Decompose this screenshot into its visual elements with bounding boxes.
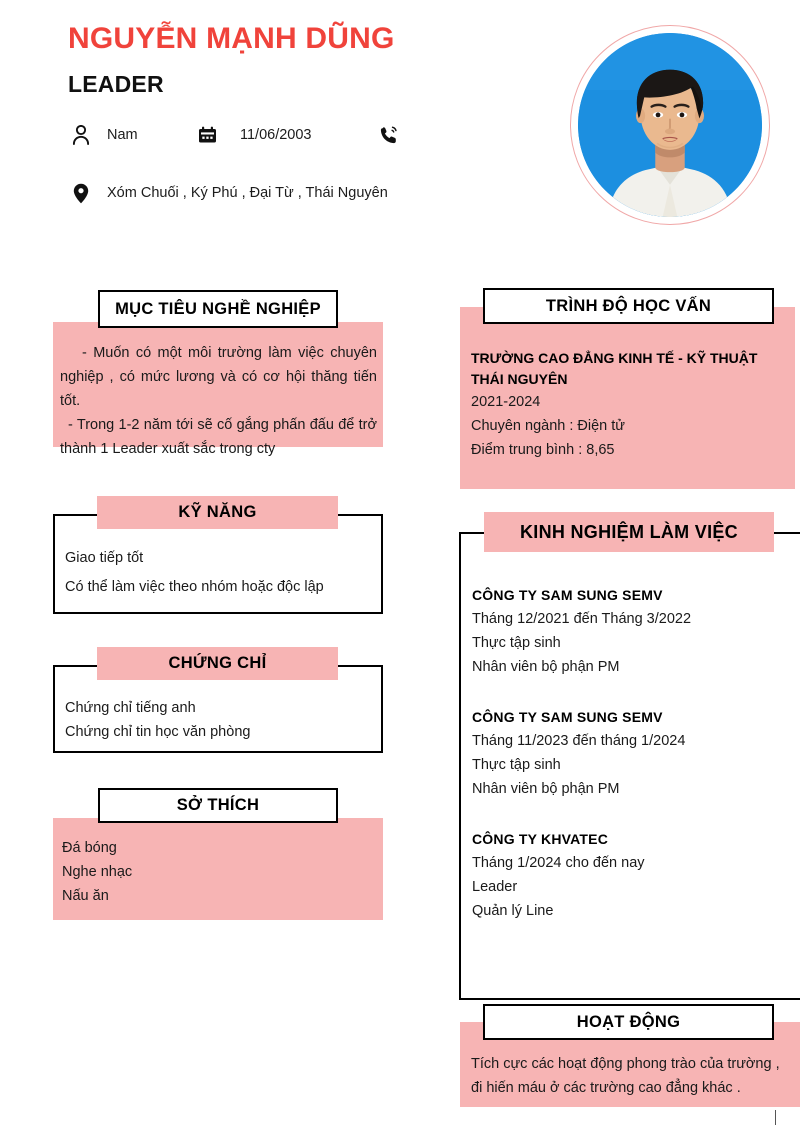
career-objective-body: [60, 341, 377, 461]
skills-title: KỸ NĂNG: [97, 496, 338, 529]
avatar-photo: [578, 33, 762, 217]
experience-item: [472, 705, 792, 801]
experience-role: Leader: [472, 879, 518, 895]
hobbies-item: Nghe nhạc: [62, 864, 133, 880]
activities-title: HOẠT ĐỘNG: [483, 1004, 774, 1040]
cv-header: [0, 0, 800, 260]
career-objective-line-1: - Muốn có một môi trường làm việc chuyên nghiệp , có mức lương và có cơ hội thăng tiến tốt.: [60, 345, 377, 409]
hobbies-title: SỞ THÍCH: [98, 788, 338, 823]
education-title: TRÌNH ĐỘ HỌC VẤN: [483, 288, 774, 324]
education-major: Chuyên ngành : Điện tử: [471, 418, 625, 434]
career-objective-title: MỤC TIÊU NGHỀ NGHIỆP: [98, 290, 338, 328]
contact-gender: [70, 124, 138, 146]
hobbies-item: Nấu ăn: [62, 888, 109, 904]
experience-detail: Nhân viên bộ phận PM: [472, 781, 620, 797]
experience-item: [472, 583, 792, 679]
experience-period: Tháng 12/2021 đến Tháng 3/2022: [472, 611, 692, 627]
location-pin-icon: [70, 182, 92, 204]
experience-period: Tháng 11/2023 đến tháng 1/2024: [472, 733, 686, 749]
experience-detail: Nhân viên bộ phận PM: [472, 659, 620, 675]
hobbies-body: [62, 836, 372, 908]
experience-title: KINH NGHIỆM LÀM VIỆC: [484, 512, 774, 552]
hobbies-item: Đá bóng: [62, 840, 117, 856]
career-objective-line-2: - Trong 1-2 năm tới sẽ cố gắng phấn đấu để trở thành 1 Leader xuất sắc trong cty: [60, 417, 377, 457]
contact-address: [70, 182, 388, 204]
calendar-icon: [196, 124, 218, 146]
education-body: [471, 348, 783, 462]
experience-period: Tháng 1/2024 cho đến nay: [472, 855, 645, 871]
education-years: 2021-2024: [471, 394, 541, 410]
avatar: [570, 25, 770, 225]
text-cursor: [775, 1110, 776, 1125]
skills-body: [65, 544, 375, 602]
experience-company: CÔNG TY KHVATEC: [472, 831, 609, 847]
education-gpa: Điểm trung bình : 8,65: [471, 442, 615, 458]
contact-date-of-birth-value: 11/06/2003: [240, 127, 312, 143]
experience-detail: Quản lý Line: [472, 903, 554, 919]
experience-role: Thực tập sinh: [472, 757, 561, 773]
page-title: NGUYỄN MẠNH DŨNG: [68, 22, 395, 55]
experience-role: Thực tập sinh: [472, 635, 561, 651]
activities-body: [471, 1052, 791, 1100]
education-school: TRƯỜNG CAO ĐẲNG KINH TẾ - KỸ THUẬT THÁI NGUYÊN: [471, 350, 758, 387]
certificates-title: CHỨNG CHỈ: [97, 647, 338, 680]
certificates-body: [65, 696, 375, 744]
experience-company: CÔNG TY SAM SUNG SEMV: [472, 709, 663, 725]
person-icon: [70, 124, 92, 146]
experience-item: [472, 827, 792, 923]
certificates-item: Chứng chỉ tiếng anh: [65, 700, 196, 716]
skills-item: Có thể làm việc theo nhóm hoặc độc lập: [65, 579, 324, 595]
experience-company: CÔNG TY SAM SUNG SEMV: [472, 587, 663, 603]
contact-gender-value: Nam: [107, 127, 138, 143]
contact-address-value: Xóm Chuối , Ký Phú , Đại Từ , Thái Nguyên: [107, 185, 388, 201]
contact-phone: [378, 124, 415, 146]
certificates-item: Chứng chỉ tin học văn phòng: [65, 724, 251, 740]
skills-item: Giao tiếp tốt: [65, 550, 144, 566]
phone-icon: [378, 124, 400, 146]
job-title: LEADER: [68, 71, 164, 97]
contact-date-of-birth: [196, 124, 312, 146]
activities-text: Tích cực các hoạt động phong trào của trường , đi hiến máu ở các trường cao đẳng khác .: [471, 1056, 780, 1096]
experience-body: [472, 583, 792, 923]
